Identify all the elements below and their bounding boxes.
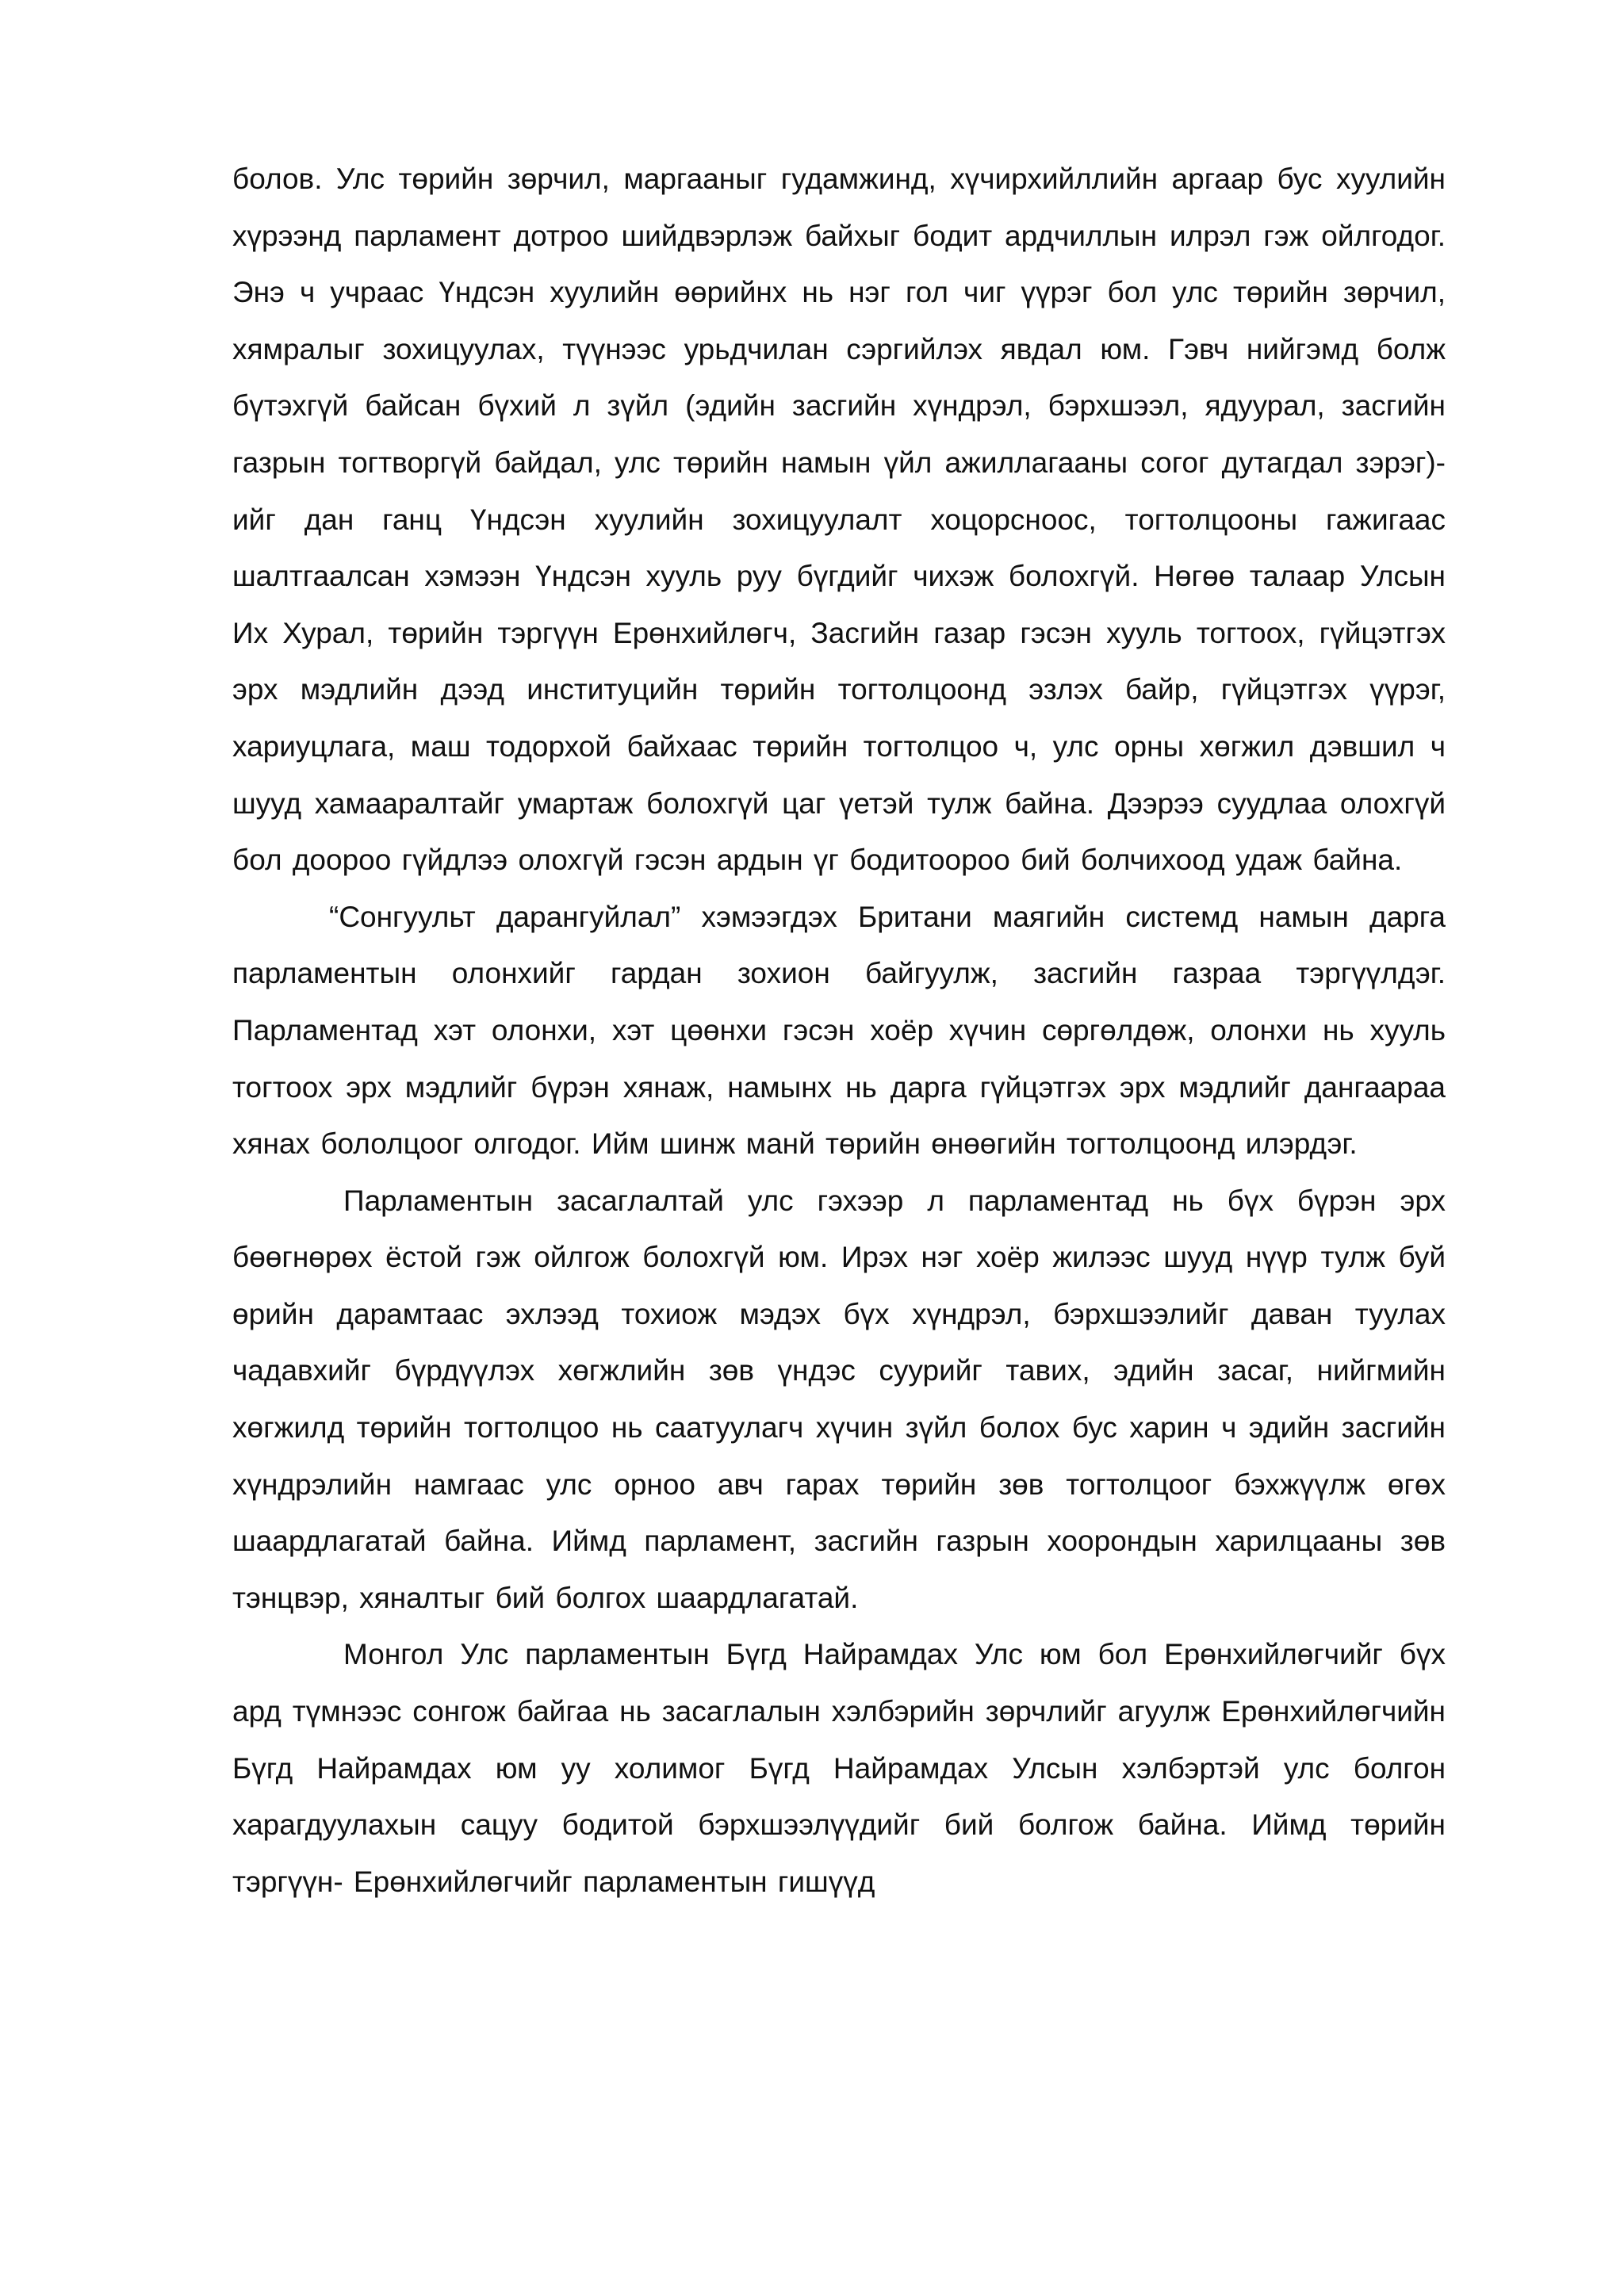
paragraph-4: Монгол Улс парламентын Бүгд Найрамдах Улс юм бол Ерөнхийлөгчийг бүх ард түмнээс сонгож байгаа нь засаглалын хэлбэрийн зөрчлийг агуулж Ерөнхийлөгчийн Бүгд Найрамдах юм уу холимог Бүгд Найрамдах Улсын хэлбэртэй улс болгон харагдуулахын сацуу бодитой бэрхшээлүүдийг бий болгож байна. Иймд төрийн тэргүүн- Ерөнхийлөгчийг парламентын гишүүд — [232, 1638, 1446, 1898]
paragraph-3: Парламентын засаглалтай улс гэхээр л парламентад нь бүх бүрэн эрх бөөгнөрөх ёстой гэж ойлгож болохгүй юм. Ирэх нэг хоёр жилээс шууд нүүр тулж буй өрийн дарамтаас эхлээд тохиож мэдэх бүх хүндрэл, бэрхшээлийг даван туулах чадавхийг бүрдүүлэх хөгжлийн зөв үндэс суурийг тавих, эдийн засаг, нийгмийн хөгжилд төрийн тогтолцоо нь саатуулагч хүчин зүйл болох бус харин ч эдийн засгийн хүндрэлийн намгаас улс орноо авч гарах төрийн зөв тогтолцоог бэхжүүлж өгөх шаардлагатай байна. Иймд парламент, засгийн газрын хоорондын харилцааны зөв тэнцвэр, хяналтыг бий болгох шаардлагатай. — [232, 1184, 1446, 1614]
paragraph-1: болов. Улс төрийн зөрчил, маргааныг гудамжинд, хүчирхийллийн аргаар бус хуулийн хүрээнд парламент дотроо шийдвэрлэж байхыг бодит ардчиллын илрэл гэж ойлгодог. Энэ ч учраас Үндсэн хуулийн өөрийнх нь нэг гол чиг үүрэг бол улс төрийн зөрчил, хямралыг зохицуулах, түүнээс урьдчилан сэргийлэх явдал юм. Гэвч нийгэмд болж бүтэхгүй байсан бүхий л зүйл (эдийн засгийн хүндрэл, бэрхшээл, ядуурал, засгийн газрын тогтворгүй байдал, улс төрийн намын үйл ажиллагааны согог дутагдал зэрэг)-ийг дан ганц Үндсэн хуулийн зохицуулалт хоцорсноос, тогтолцооны гажигаас шалтгаалсан хэмээн Үндсэн хууль руу бүгдийг чихэж болохгүй. Нөгөө талаар Улсын Их Хурал, төрийн тэргүүн Ерөнхийлөгч, Засгийн газар гэсэн хууль тогтоох, гүйцэтгэх эрх мэдлийн дээд институцийн төрийн тогтолцоонд эзлэх байр, гүйцэтгэх үүрэг, хариуцлага, маш тодорхой байхаас төрийн тогтолцоо ч, улс орны хөгжил дэвшил ч шууд хамааралтайг умартаж болохгүй цаг үетэй тулж байна. Дээрээ суудлаа олохгүй бол доороо гүйдлээ олохгүй гэсэн ардын үг бодитоороо бий болчихоод удаж байна. — [232, 163, 1446, 877]
document-body — [232, 151, 1446, 1910]
paragraph-2: “Сонгуульт дарангуйлал” хэмээгдэх Британи маягийн системд намын дарга парламентын олонхийг гардан зохион байгуулж, засгийн газраа тэргүүлдэг. Парламентад хэт олонхи, хэт цөөнхи гэсэн хоёр хүчин сөргөлдөж, олонхи нь хууль тогтоох эрх мэдлийг бүрэн хянаж, намынх нь дарга гүйцэтгэх эрх мэдлийг дангаараа хянах бололцоог олгодог. Ийм шинж манй төрийн өнөөгийн тогтолцоонд илэрдэг. — [232, 900, 1446, 1161]
